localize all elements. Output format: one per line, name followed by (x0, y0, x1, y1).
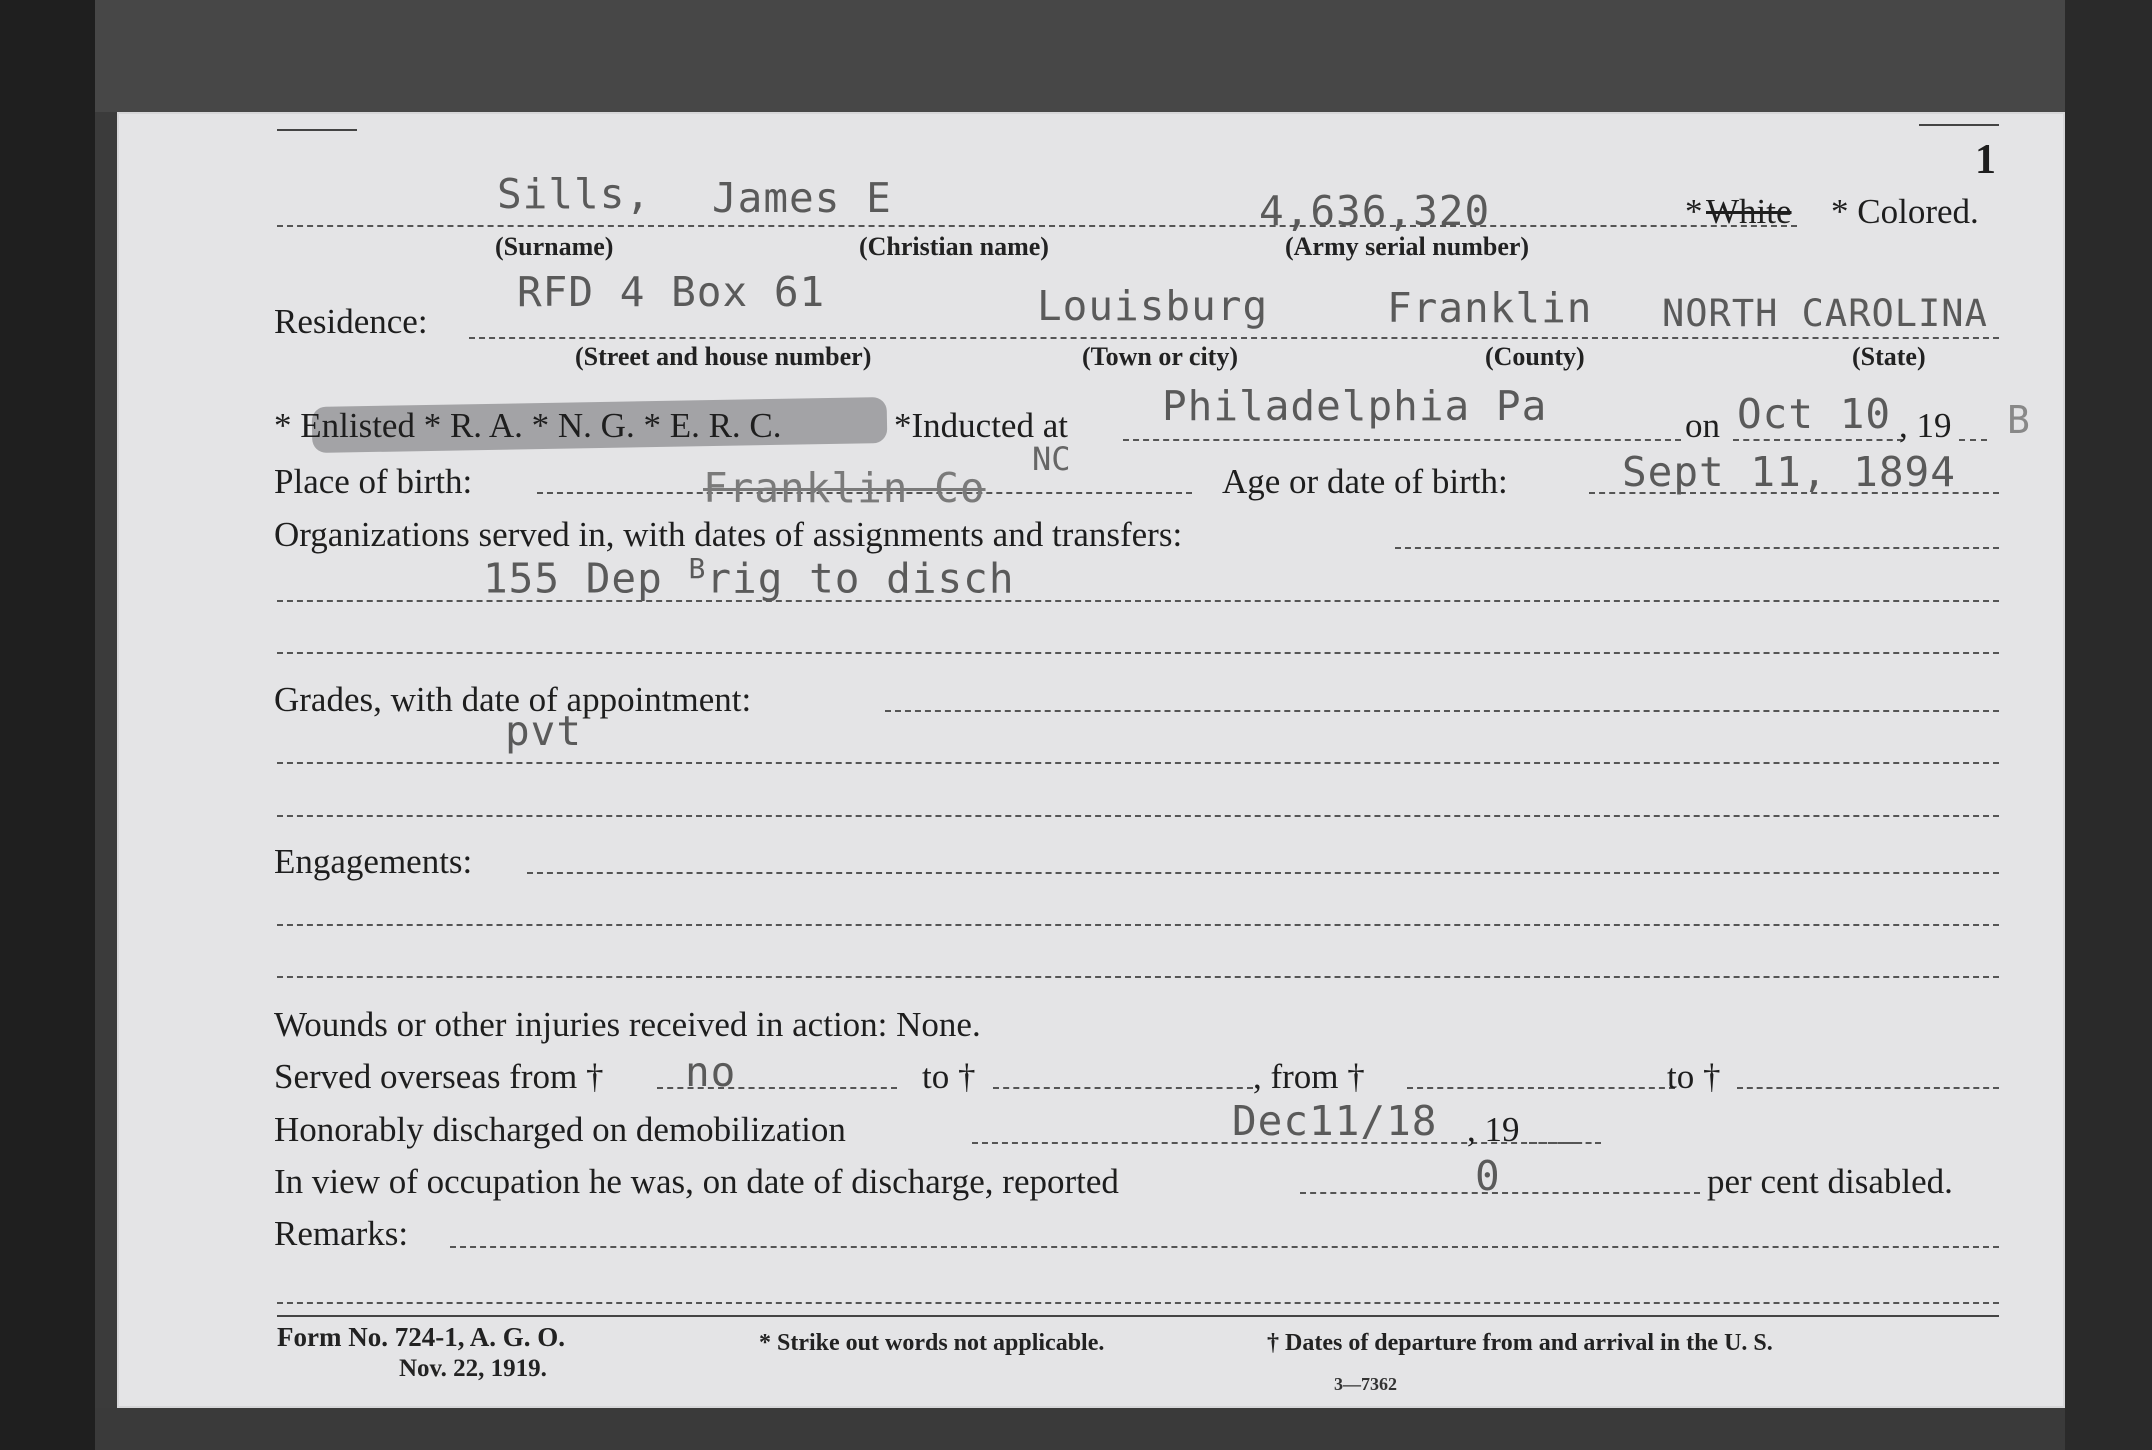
overseas-from-label: Served overseas from † (274, 1057, 604, 1096)
scan-top-border (95, 0, 2065, 112)
place-of-birth-value: Franklin Co (703, 464, 986, 512)
top-right-rule (1919, 124, 1999, 126)
place-of-birth-label: Place of birth: (274, 462, 473, 501)
organizations-line-2 (277, 600, 1999, 602)
county-caption: (County) (1485, 342, 1585, 371)
induction-year-suffix: B (2007, 398, 2030, 442)
remarks-line-2 (277, 1302, 1999, 1304)
grades-label: Grades, with date of appointment: (274, 680, 752, 719)
induction-year-line (1959, 439, 1987, 441)
residence-street-value: RFD 4 Box 61 (517, 268, 826, 316)
residence-state-value: NORTH CAROLINA (1662, 292, 1988, 335)
grades-line-1 (885, 710, 1999, 712)
organizations-label: Organizations served in, with dates of assignments and transfers: (274, 515, 1183, 554)
organizations-line-1 (1395, 547, 1999, 549)
engagements-line-1 (527, 872, 1999, 874)
top-left-rule (277, 129, 357, 131)
scan-right-border (2065, 0, 2152, 1450)
overseas-to2-label: to † (1667, 1057, 1721, 1096)
service-record-card (117, 112, 2065, 1408)
discharge-year-line (1529, 1142, 1601, 1144)
overseas-from2-line (1407, 1087, 1675, 1089)
form-date: Nov. 22, 1919. (399, 1355, 547, 1382)
on-label: on (1685, 406, 1720, 445)
grades-line-3 (277, 815, 1999, 817)
surname-value: Sills, (497, 170, 652, 218)
christian-name-value: James E (712, 174, 892, 222)
form-code: 3—7362 (1334, 1374, 1397, 1394)
scan-bottom-border (95, 1408, 2065, 1450)
residence-line (469, 337, 1999, 339)
organizations-line-3 (277, 652, 1999, 654)
residence-town-value: Louisburg (1037, 282, 1269, 330)
serial-number-value: 4,636,320 (1259, 187, 1491, 235)
discharge-year-label: , 19 (1467, 1110, 1520, 1149)
state-caption: (State) (1852, 342, 1926, 371)
discharge-label: Honorably discharged on demobilization (274, 1110, 846, 1149)
inducted-label: *Inducted at (894, 406, 1068, 445)
overseas-to-line (993, 1087, 1253, 1089)
race-white-struck: White (1706, 192, 1792, 231)
remarks-line-1 (450, 1246, 1999, 1248)
scan-left-border (0, 0, 95, 1450)
disability-value: 0 (1475, 1152, 1501, 1200)
organizations-value: 155 Dep $^B$rig to disch (483, 552, 1015, 603)
serial-number-caption: (Army serial number) (1285, 232, 1530, 261)
date-of-birth-label: Age or date of birth: (1222, 462, 1508, 501)
strike-note: * Strike out words not applicable. (759, 1330, 1105, 1356)
christian-name-caption: (Christian name) (859, 232, 1049, 261)
town-caption: (Town or city) (1082, 342, 1238, 371)
place-of-birth-state: NC (1032, 440, 1071, 478)
engagements-line-3 (277, 976, 1999, 978)
overseas-to2-line (1737, 1087, 1999, 1089)
enlisted-label: * Enlisted * R. A. * N. G. * E. R. C. (274, 406, 782, 445)
grades-line-2 (277, 762, 1999, 764)
surname-caption: (Surname) (495, 232, 614, 261)
overseas-from-value: no (685, 1048, 737, 1096)
street-caption: (Street and house number) (575, 342, 872, 371)
remarks-label: Remarks: (274, 1214, 409, 1253)
race-prefix: * (1685, 192, 1703, 231)
grades-value: pvt (505, 707, 583, 755)
date-of-birth-value: Sept 11, 1894 (1622, 448, 1956, 496)
induction-year-prefix: , 19 (1899, 406, 1952, 445)
name-line (277, 225, 1797, 227)
footer-rule (277, 1315, 1999, 1317)
dates-note: † Dates of departure from and arrival in the U. S. (1267, 1330, 1773, 1356)
inducted-place-value: Philadelphia Pa (1162, 382, 1548, 430)
overseas-from2-label: , from † (1253, 1057, 1365, 1096)
engagements-label: Engagements: (274, 842, 473, 881)
residence-label: Residence: (274, 302, 428, 341)
inducted-line (1123, 439, 1681, 441)
form-number: Form No. 724-1, A. G. O. (277, 1322, 565, 1352)
residence-county-value: Franklin (1387, 284, 1593, 332)
card-number: 1 (1975, 137, 1996, 183)
discharge-date-value: Dec11/18 (1232, 1097, 1438, 1145)
induction-date-value: Oct 10 (1737, 390, 1892, 438)
overseas-to-label: to † (922, 1057, 976, 1096)
disability-label: In view of occupation he was, on date of discharge, reported (274, 1162, 1119, 1201)
engagements-line-2 (277, 924, 1999, 926)
race-colored: * Colored. (1831, 192, 1979, 231)
induction-date-line (1733, 439, 1903, 441)
disability-suffix: per cent disabled. (1707, 1162, 1953, 1201)
wounds-label: Wounds or other injuries received in action: None. (274, 1005, 981, 1044)
